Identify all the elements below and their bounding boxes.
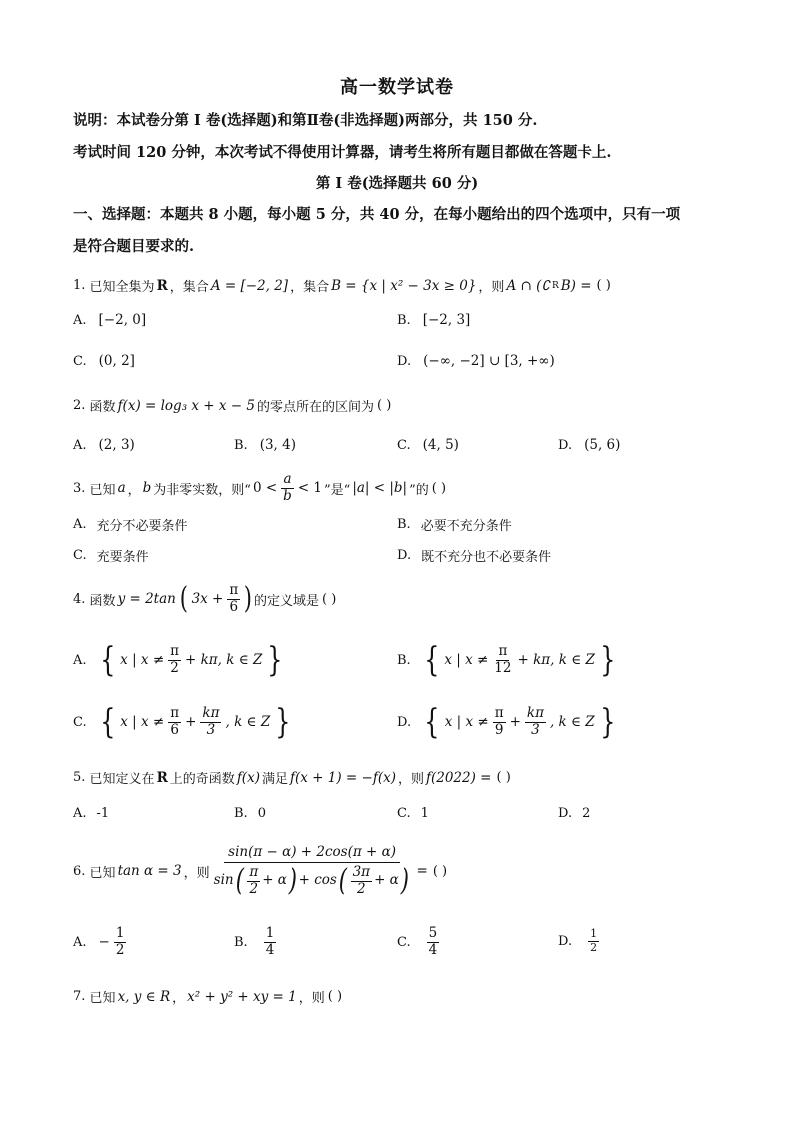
q2-function: f(x) = log₃ x + x − 5: [117, 397, 255, 414]
fraction-denominator: 6: [229, 598, 239, 615]
answer-blank: ( ): [321, 591, 337, 607]
q4-fraction: [227, 583, 240, 615]
q3-text-2: ，: [127, 482, 141, 498]
fraction-numerator: kπ: [526, 704, 544, 721]
q2-option-b: B. (3, 4): [234, 437, 296, 453]
fraction-numerator: π: [229, 582, 239, 598]
option-value: (−∞, −2] ∪ [3, +∞): [423, 353, 555, 369]
fraction-denominator: [212, 863, 413, 897]
option-fraction: [168, 644, 181, 676]
q5-text-3: 满足: [261, 772, 288, 787]
option-post: + kπ, k ∈ Z: [185, 652, 263, 668]
option-value: (4, 5): [422, 437, 459, 453]
question-number: 7.: [73, 989, 86, 1004]
option-fraction-2: [525, 706, 546, 738]
fraction-numerator: 3π: [352, 864, 371, 881]
right-brace: }: [600, 640, 616, 680]
q3-text-4: ”是“: [324, 482, 351, 498]
q5-option-d: D. 2: [558, 806, 591, 821]
fraction-numerator: π: [249, 864, 259, 881]
q3-text-5: ”的: [409, 482, 429, 498]
section-1-instructions-cont: 是符合题目要求的.: [73, 238, 195, 255]
fraction-denominator: 2: [249, 880, 259, 897]
intro-line-2: 考试时间 120 分钟，本次考试不得使用计算器，请考生将所有题目都做在答题卡上.: [73, 144, 612, 161]
q7-condition: x, y ∈ R: [117, 988, 171, 1005]
q3-var-a: a: [117, 480, 126, 497]
left-paren: (: [338, 863, 347, 899]
right-brace: }: [275, 702, 291, 742]
q2-option-c: C. (4, 5): [397, 437, 459, 453]
q1-text-4: ，则: [478, 280, 505, 295]
q3-cond-1a: 0 <: [252, 480, 278, 497]
option-pre: x | x ≠: [444, 652, 489, 668]
question-number: 4.: [73, 591, 86, 607]
q1-text-2: ，集合: [169, 280, 209, 295]
option-value: -1: [96, 806, 110, 821]
option-value: 既不充分也不必要条件: [421, 550, 552, 565]
option-value: 0: [257, 806, 266, 821]
q5-option-b: B. 0: [234, 806, 266, 821]
answer-blank: ( ): [377, 398, 392, 413]
right-brace: }: [267, 640, 283, 680]
option-post: , k ∈ Z: [225, 714, 271, 730]
option-pre: x | x ≠: [120, 652, 165, 668]
part-1-heading: 第 I 卷(选择题共 60 分): [315, 175, 479, 192]
option-fraction: [168, 706, 181, 738]
q4-text-2: 的定义域是: [253, 593, 319, 609]
left-brace: {: [99, 702, 116, 742]
den-fraction-1: [247, 865, 260, 897]
q6-text-2: ，则: [183, 865, 210, 881]
answer-blank: ( ): [596, 278, 611, 293]
option-value: [−2, 0]: [98, 312, 147, 328]
question-number: 1.: [73, 278, 86, 293]
fraction-denominator: 2: [115, 941, 125, 958]
fraction-numerator: 5: [428, 925, 438, 941]
fraction-numerator: π: [494, 704, 504, 721]
answer-blank: ( ): [432, 863, 448, 879]
q5-R: R: [156, 769, 168, 786]
q3-cond-1b: < 1: [297, 480, 323, 497]
option-value: (2, 3): [98, 437, 135, 453]
fraction-numerator: a: [283, 471, 292, 487]
q1-expression: A ∩ (∁: [506, 277, 550, 294]
right-paren: ): [400, 863, 409, 899]
q4-expression: y = 2tan: [117, 591, 176, 608]
question-6: [73, 838, 450, 904]
left-paren: (: [235, 863, 244, 899]
fraction-denominator: 2: [590, 940, 598, 954]
left-brace: {: [424, 702, 440, 742]
option-fraction: [264, 926, 277, 958]
q1-expression-end: B) =: [560, 277, 592, 294]
q2-option-a: A. (2, 3): [73, 437, 135, 453]
fraction-denominator: 12: [494, 659, 512, 676]
q7-text-3: ，则: [298, 991, 325, 1006]
q2-option-d: D. (5, 6): [558, 437, 621, 453]
answer-blank: ( ): [431, 480, 447, 496]
q3-option-a: A. 充分不必要条件: [73, 517, 188, 534]
q7-text-2: ，: [172, 991, 186, 1006]
question-4: [73, 583, 339, 615]
den-fraction-2: [351, 865, 372, 897]
q4-option-a: A. { x | x ≠ $\frac{\pi}{2}$ + kπ, k ∈ Z }: [73, 640, 283, 680]
option-fraction: [493, 706, 506, 738]
q3-var-b: b: [142, 480, 152, 497]
question-number: 3.: [73, 480, 86, 496]
fraction-numerator: 1: [265, 925, 275, 941]
q7-equation: x² + y² + xy = 1: [187, 988, 297, 1005]
fraction-denominator: 2: [170, 659, 179, 676]
q3-text-1: 已知: [89, 482, 116, 498]
option-post: + kπ, k ∈ Z: [517, 652, 595, 668]
q7-text-1: 已知: [89, 991, 116, 1006]
fraction-denominator: 3: [206, 721, 216, 738]
question-number: 6.: [73, 863, 86, 879]
q4-text-1: 函数: [89, 593, 116, 609]
fraction-denominator: 6: [170, 721, 179, 738]
q6-option-d: D. $\frac{1}{2}$: [558, 927, 598, 954]
q1-set-a: A = [−2, 2]: [210, 277, 289, 294]
right-paren: ): [244, 581, 253, 617]
question-3: [73, 472, 449, 504]
right-paren: ): [288, 863, 297, 899]
fraction-numerator: π: [170, 642, 180, 659]
fraction-denominator: 4: [428, 941, 438, 958]
q5-option-a: A. -1: [73, 806, 110, 821]
q3-cond-2: |a| < |b|: [352, 480, 408, 497]
question-2: [73, 396, 394, 415]
exam-title: 高一数学试卷: [340, 77, 454, 98]
q1-complement-subscript: R: [551, 280, 559, 291]
fraction-denominator: 9: [494, 721, 504, 738]
fraction-denominator: 2: [357, 880, 366, 897]
q6-option-b: B. $\frac{1}{4}$: [234, 925, 275, 958]
question-5: [73, 768, 514, 787]
option-value: 1: [420, 806, 429, 821]
option-value: (3, 4): [259, 437, 296, 453]
option-value: (5, 6): [584, 437, 621, 453]
q1-option-a: A. [−2, 0]: [73, 312, 147, 328]
fraction-denominator: 4: [265, 941, 275, 958]
q4-option-b: B. { x | x ≠ $\frac{\pi}{12}$ + kπ, k ∈ Z }: [397, 640, 616, 680]
fraction-denominator: 3: [531, 721, 540, 738]
q3-option-c: C. 充要条件: [73, 548, 149, 565]
option-value: 必要不充分条件: [420, 519, 512, 534]
q3-text-3: 为非零实数，则“: [153, 482, 251, 498]
fraction-numerator: 1: [590, 927, 598, 940]
question-number: 5.: [73, 770, 86, 785]
answer-blank: ( ): [496, 770, 511, 785]
fraction-numerator: π: [170, 704, 180, 721]
option-pre: x | x ≠: [444, 714, 489, 730]
fraction-numerator: kπ: [202, 704, 220, 721]
q1-option-c: C. (0, 2]: [73, 353, 135, 369]
right-brace: }: [599, 702, 616, 742]
option-fraction: [114, 926, 127, 958]
option-plus: +: [509, 714, 521, 730]
question-1: [73, 276, 614, 295]
option-value: (0, 2]: [98, 353, 135, 369]
den-cos: + cos: [298, 872, 337, 889]
answer-blank: ( ): [327, 989, 343, 1004]
option-post: , k ∈ Z: [549, 714, 595, 730]
q6-equals: =: [416, 863, 428, 879]
q1-option-d: D. (−∞, −2] ∪ [3, +∞): [397, 353, 555, 369]
q2-text-1: 函数: [89, 400, 116, 415]
q6-option-a: A. − $\frac{1}{2}$: [73, 925, 125, 958]
option-value: 充分不必要条件: [96, 519, 188, 534]
q4-inner: 3x +: [191, 591, 224, 608]
option-value: 2: [582, 806, 591, 821]
intro-line-1: 说明：本试卷分第 I 卷(选择题)和第Ⅱ卷(非选择题)两部分，共 150 分.: [73, 112, 538, 129]
q1-R: R: [156, 277, 168, 294]
q3-option-d: D. 既不充分也不必要条件: [397, 548, 552, 565]
q4-option-c: C. { x | x ≠ $\frac{\pi}{6}$ + $\frac{k\pi}{3}$ , k ∈ Z }: [73, 702, 291, 742]
option-plus: +: [185, 714, 197, 730]
left-brace: {: [99, 640, 115, 680]
option-fraction: [588, 928, 599, 954]
fraction-numerator: π: [498, 642, 508, 659]
q1-text-1: 已知全集为: [89, 280, 155, 295]
q3-fraction: [281, 472, 294, 504]
fraction-numerator: sin(π − α) + 2cos(π + α): [224, 845, 400, 864]
fraction-numerator: 1: [115, 925, 125, 941]
den-sin: sin: [213, 872, 234, 889]
left-paren: (: [179, 581, 188, 617]
q2-text-2: 的零点所在的区间为: [257, 400, 375, 415]
q1-option-b: B. [−2, 3]: [397, 312, 471, 328]
q5-text-1: 已知定义在: [89, 772, 155, 787]
q3-option-b: B. 必要不充分条件: [397, 517, 512, 534]
question-number: 2.: [73, 398, 86, 413]
den-plus-alpha-2: + α: [374, 872, 399, 889]
q1-set-b: B = {x | x² − 3x ≥ 0}: [331, 277, 477, 294]
question-7: [73, 987, 345, 1006]
q1-text-3: ，集合: [290, 280, 330, 295]
q6-main-fraction: [212, 845, 413, 898]
option-value: [−2, 3]: [422, 312, 471, 328]
section-1-instructions: 一、选择题：本题共 8 小题，每小题 5 分，共 40 分，在每小题给出的四个选项中，只有一项: [73, 206, 681, 223]
left-brace: {: [423, 640, 440, 680]
q5-text-2: 上的奇函数: [169, 772, 235, 787]
q5-ask: f(2022) =: [425, 769, 492, 786]
q5-text-4: ，则: [397, 772, 424, 787]
q5-fx: f(x): [236, 769, 260, 786]
q5-equation: f(x + 1) = −f(x): [289, 769, 396, 786]
q4-option-d: D. { x | x ≠ $\frac{\pi}{9}$ + $\frac{k\pi}{3}$ , k ∈ Z }: [397, 702, 616, 742]
option-fraction: [427, 926, 440, 958]
q6-option-c: C. $\frac{5}{4}$: [397, 925, 438, 958]
option-value: 充要条件: [96, 550, 149, 565]
option-fraction: [492, 644, 513, 676]
option-fraction-2: [200, 706, 221, 738]
q6-text-1: 已知: [89, 865, 116, 881]
fraction-denominator: b: [283, 487, 292, 504]
option-pre: x | x ≠: [120, 714, 165, 730]
option-sign: −: [98, 934, 110, 951]
den-plus-alpha-1: + α: [262, 872, 287, 889]
q5-option-c: C. 1: [397, 806, 429, 821]
q6-condition: tan α = 3: [117, 863, 182, 879]
